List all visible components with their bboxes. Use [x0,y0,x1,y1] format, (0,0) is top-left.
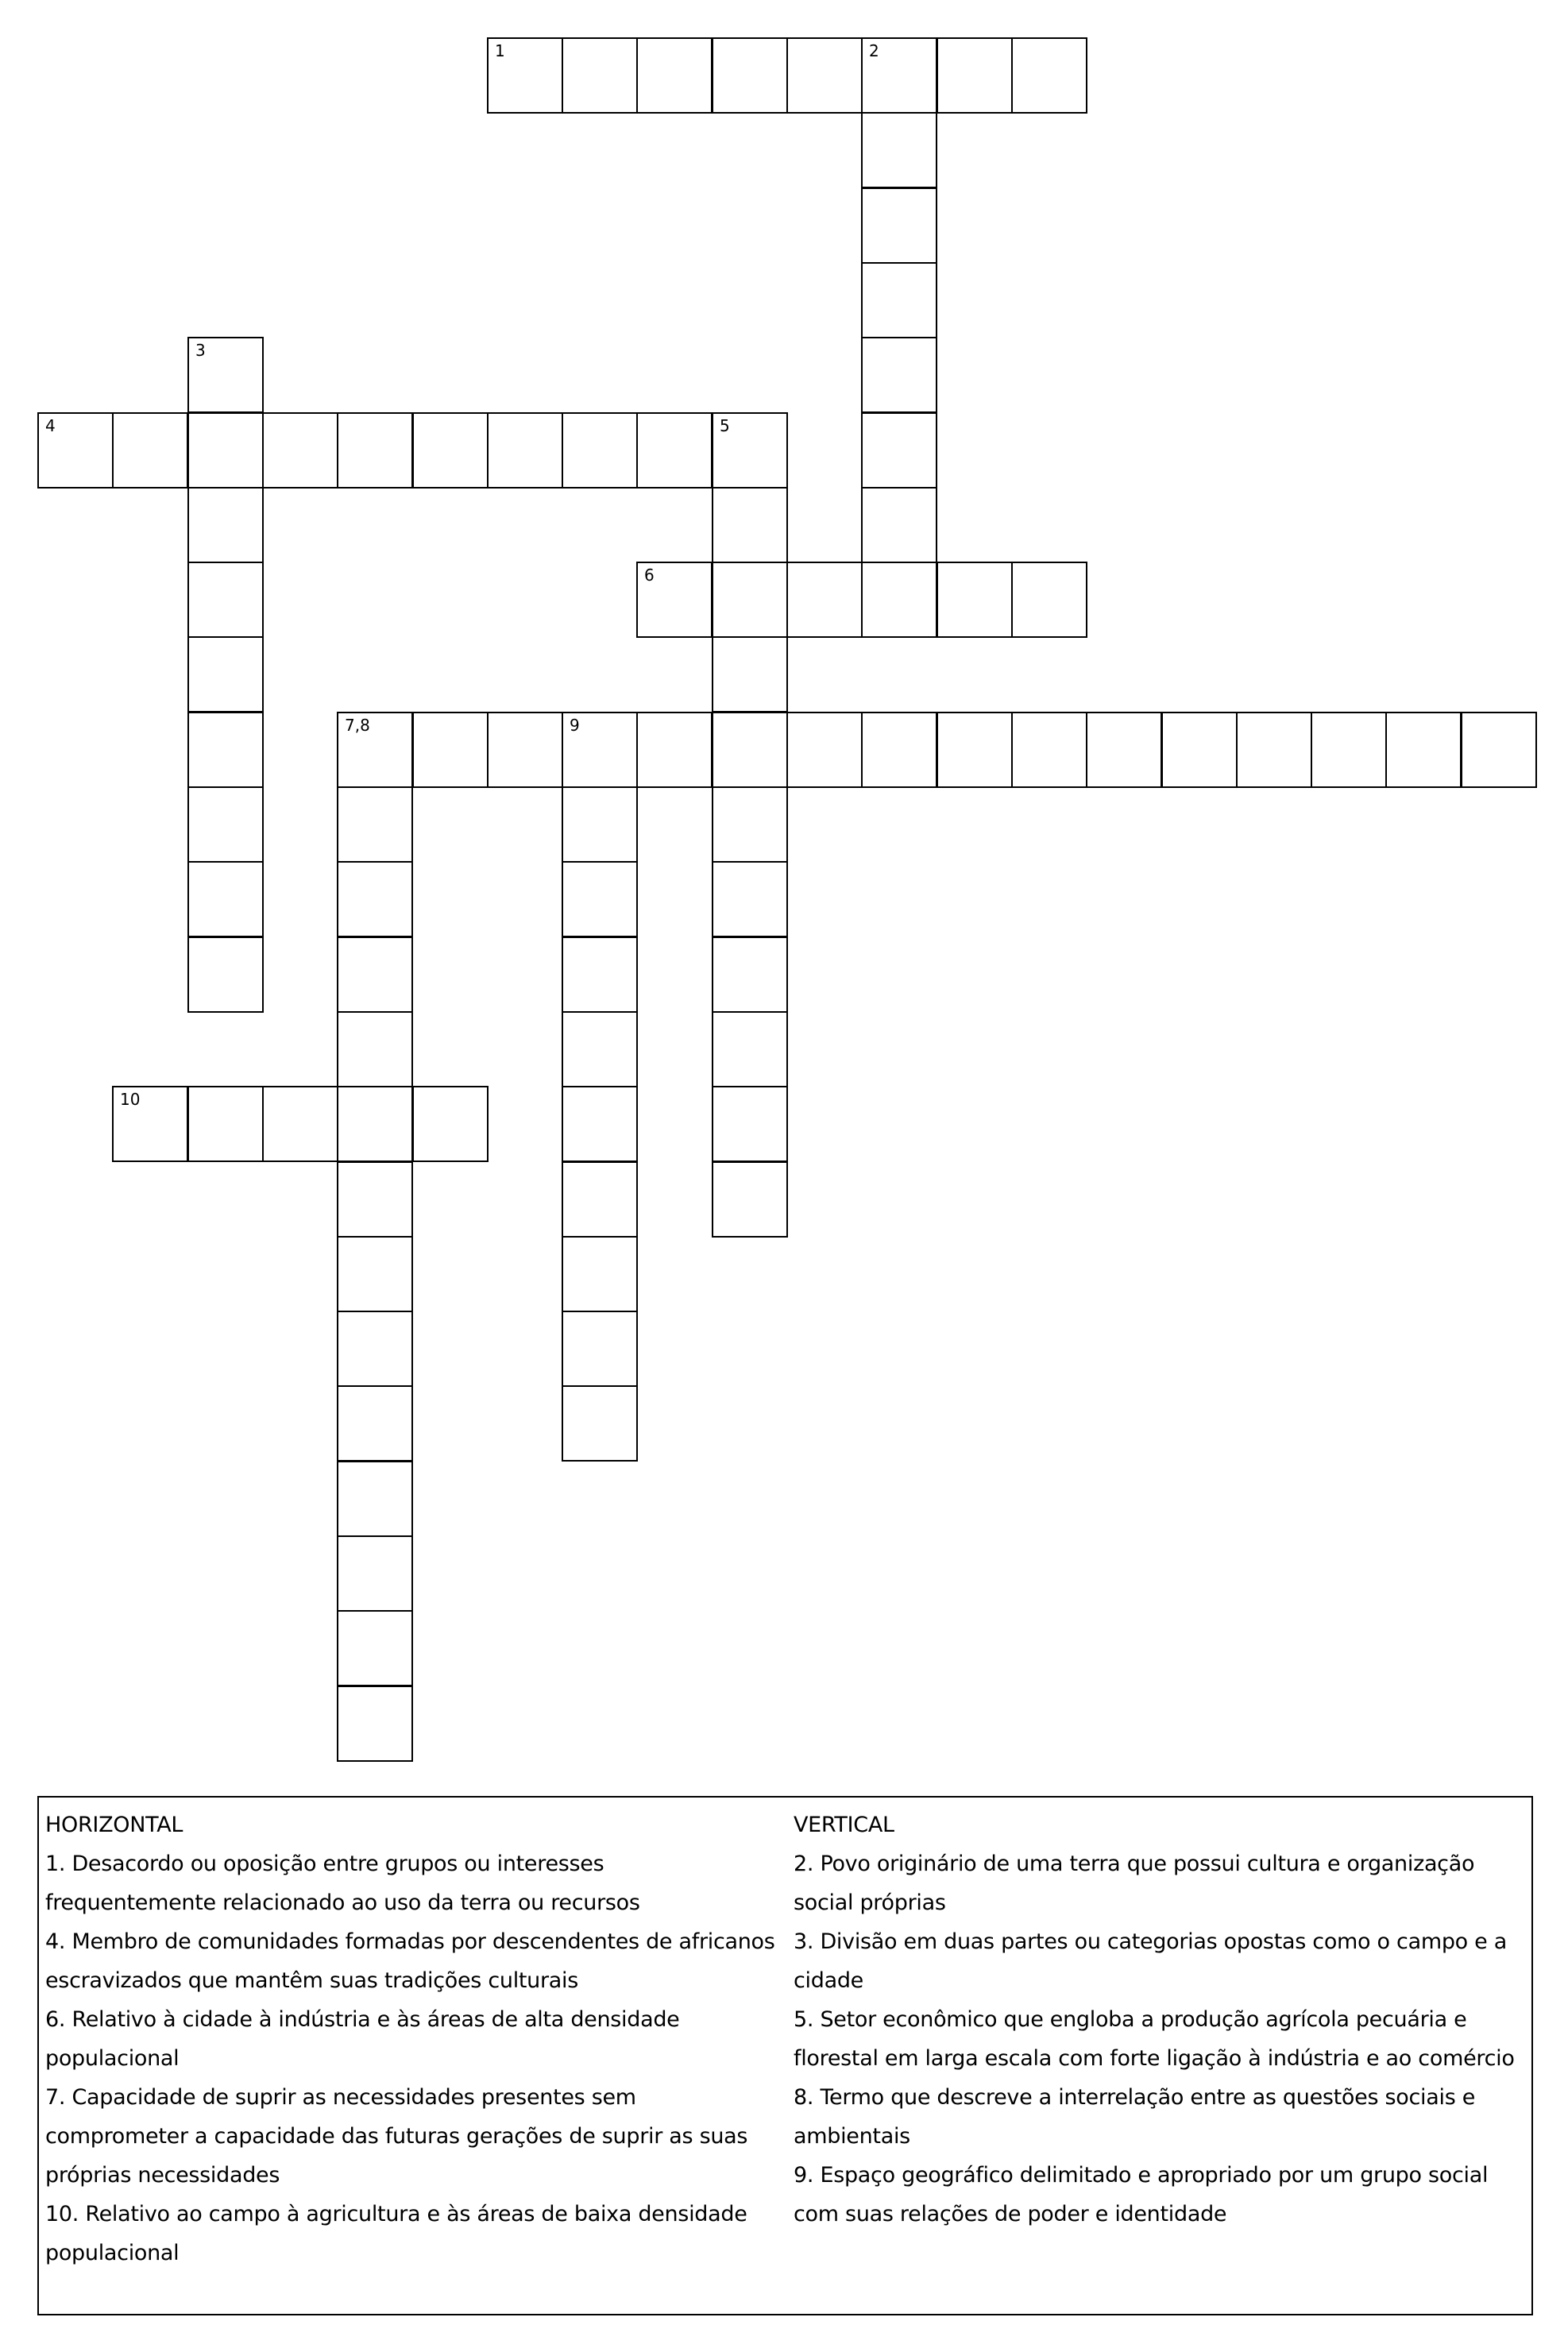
grid-cell[interactable] [636,412,713,489]
clue-line: ambientais [794,2124,910,2149]
grid-cell[interactable] [712,786,788,863]
clue-number: 7,8 [345,716,370,735]
clue-line: 7. Capacidade de suprir as necessidades presentes sem [45,2085,636,2110]
clue-line: populacional [45,2046,180,2071]
grid-cell[interactable] [337,712,413,788]
clue-number: 3 [195,341,206,360]
grid-cell[interactable] [562,1161,638,1238]
grid-cell[interactable] [712,412,788,489]
grid-cell[interactable] [1311,712,1387,788]
clue-line: 5. Setor econômico que engloba a produção agrícola pecuária e [794,2007,1467,2032]
grid-cell[interactable] [1461,712,1537,788]
grid-cell[interactable] [861,262,937,338]
grid-cell[interactable] [861,712,937,788]
grid-cell[interactable] [937,37,1013,114]
grid-cell[interactable] [1011,562,1087,638]
grid-cell[interactable] [187,786,264,863]
clue-line: 3. Divisão em duas partes ou categorias opostas como o campo e a [794,1929,1508,1954]
grid-cell[interactable] [861,37,937,114]
grid-cell[interactable] [37,412,114,489]
grid-cell[interactable] [562,1236,638,1312]
grid-cell[interactable] [187,861,264,937]
grid-cell[interactable] [712,712,788,788]
grid-cell[interactable] [562,1311,638,1387]
grid-cell[interactable] [337,1385,413,1462]
clue-line: 9. Espaço geográfico delimitado e apropriado por um grupo social [794,2163,1489,2188]
clue-line: 8. Termo que descreve a interrelação entre as questões sociais e [794,2085,1476,2110]
grid-cell[interactable] [337,1161,413,1238]
grid-cell[interactable] [187,412,264,489]
grid-cell[interactable] [487,37,563,114]
clue-line: populacional [45,2241,180,2265]
grid-cell[interactable] [1086,712,1162,788]
clue-line: florestal em larga escala com forte ligação à indústria e ao comércio [794,2046,1515,2071]
grid-cell[interactable] [562,861,638,937]
vertical-clues [794,1805,1528,2234]
grid-cell[interactable] [712,1086,788,1162]
grid-cell[interactable] [712,37,788,114]
grid-cell[interactable] [337,1610,413,1686]
grid-cell[interactable] [187,562,264,638]
clue-line: 2. Povo originário de uma terra que possui cultura e organização [794,1852,1475,1876]
grid-cell[interactable] [1011,37,1087,114]
grid-cell[interactable] [562,1385,638,1462]
grid-cell[interactable] [636,712,713,788]
clue-line: próprias necessidades [45,2163,280,2188]
grid-cell[interactable] [112,412,188,489]
horizontal-clues [45,1805,792,2273]
grid-cell[interactable] [337,1461,413,1537]
grid-cell[interactable] [636,37,713,114]
grid-cell[interactable] [712,636,788,713]
grid-cell[interactable] [861,562,937,638]
grid-cell[interactable] [262,412,338,489]
clue-number: 10 [120,1090,141,1109]
clue-number: 1 [495,41,505,60]
horizontal-heading: HORIZONTAL [45,1813,183,1837]
grid-cell[interactable] [337,412,413,489]
clue-line: 1. Desacordo ou oposição entre grupos ou interesses [45,1852,604,1876]
grid-cell[interactable] [187,337,264,413]
grid-cell[interactable] [1236,712,1312,788]
grid-cell[interactable] [412,712,489,788]
grid-cell[interactable] [187,1086,264,1162]
grid-cell[interactable] [562,412,638,489]
clue-line: comprometer a capacidade das futuras gerações de suprir as suas [45,2124,748,2149]
grid-cell[interactable] [1011,712,1087,788]
grid-cell[interactable] [487,712,563,788]
grid-cell[interactable] [187,712,264,788]
grid-cell[interactable] [262,1086,338,1162]
grid-cell[interactable] [786,562,863,638]
grid-cell[interactable] [786,712,863,788]
grid-cell[interactable] [861,187,937,264]
grid-cell[interactable] [861,412,937,489]
grid-cell[interactable] [562,786,638,863]
grid-cell[interactable] [937,712,1013,788]
grid-cell[interactable] [636,562,713,638]
grid-cell[interactable] [1385,712,1462,788]
grid-cell[interactable] [337,786,413,863]
grid-cell[interactable] [861,112,937,188]
grid-cell[interactable] [712,936,788,1013]
clue-number: 6 [644,566,655,585]
grid-cell[interactable] [337,1311,413,1387]
clue-number: 4 [45,416,56,435]
grid-cell[interactable] [412,1086,489,1162]
grid-cell[interactable] [187,936,264,1013]
grid-cell[interactable] [337,1535,413,1612]
grid-cell[interactable] [712,1161,788,1238]
grid-cell[interactable] [487,412,563,489]
grid-cell[interactable] [712,861,788,937]
clue-line: escravizados que mantêm suas tradições culturais [45,1968,579,1993]
grid-cell[interactable] [412,412,489,489]
clue-line: 4. Membro de comunidades formadas por descendentes de africanos [45,1929,775,1954]
grid-cell[interactable] [712,562,788,638]
grid-cell[interactable] [187,636,264,713]
grid-cell[interactable] [562,936,638,1013]
grid-cell[interactable] [861,487,937,563]
grid-cell[interactable] [562,1011,638,1087]
grid-cell[interactable] [337,1686,413,1762]
clues-box [37,1796,1533,2315]
grid-cell[interactable] [786,37,863,114]
clue-line: cidade [794,1968,863,1993]
grid-cell[interactable] [112,1086,188,1162]
grid-cell[interactable] [562,37,638,114]
grid-cell[interactable] [562,712,638,788]
grid-cell[interactable] [937,562,1013,638]
grid-cell[interactable] [187,487,264,563]
clue-line: 10. Relativo ao campo à agricultura e às áreas de baixa densidade [45,2202,747,2226]
clue-number: 2 [869,41,879,60]
grid-cell[interactable] [337,1236,413,1312]
grid-cell[interactable] [337,1086,413,1162]
clue-number: 5 [720,416,730,435]
grid-cell[interactable] [337,1011,413,1087]
grid-cell[interactable] [861,337,937,413]
clue-line: 6. Relativo à cidade à indústria e às áreas de alta densidade [45,2007,680,2032]
clue-line: com suas relações de poder e identidade [794,2202,1227,2226]
clue-number: 9 [570,716,580,735]
grid-cell[interactable] [337,936,413,1013]
grid-cell[interactable] [712,1011,788,1087]
grid-cell[interactable] [562,1086,638,1162]
grid-cell[interactable] [337,861,413,937]
clue-line: social próprias [794,1890,946,1915]
grid-cell[interactable] [1161,712,1238,788]
clue-line: frequentemente relacionado ao uso da terra ou recursos [45,1890,640,1915]
grid-cell[interactable] [712,487,788,563]
vertical-heading: VERTICAL [794,1813,894,1837]
